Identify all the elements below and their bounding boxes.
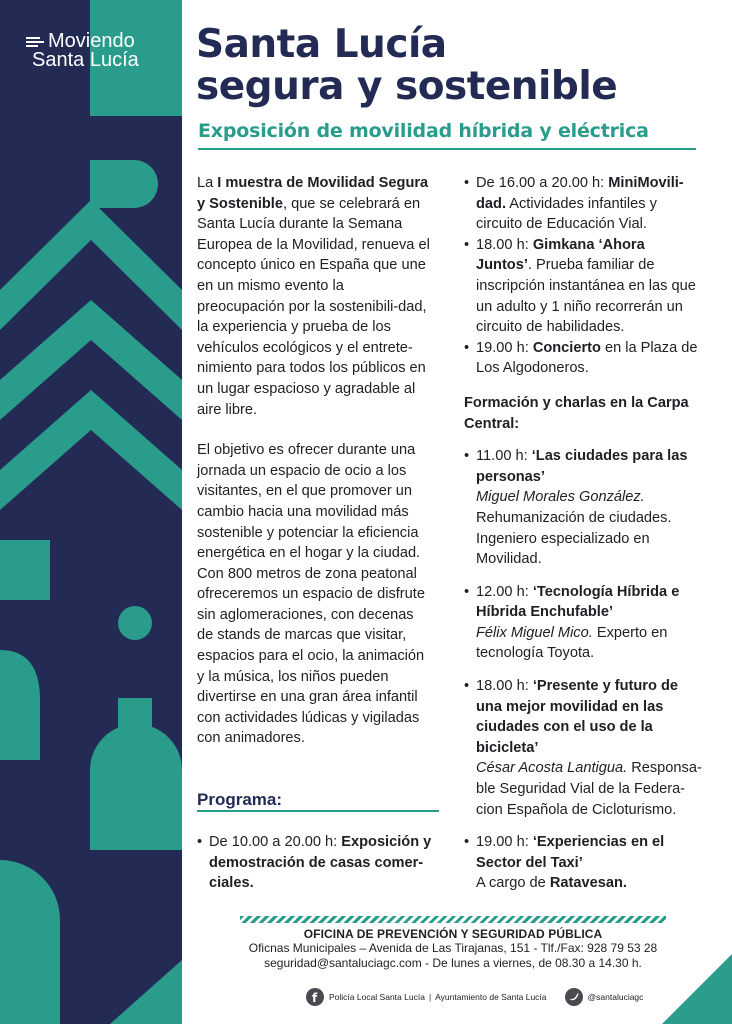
talk-time: 18.00 h: <box>476 678 533 695</box>
formacion-heading: Formación y charlas en la Carpa Central: <box>464 394 689 432</box>
programa-list-start <box>197 832 437 894</box>
brand-logo <box>26 32 139 70</box>
talks-list <box>464 446 704 894</box>
page-subtitle: Exposición de movilidad híbrida y eléctrica <box>198 120 649 142</box>
talk-title: ‘Experiencias en el Sector del Taxi’ <box>476 834 665 871</box>
office-email-hours: seguridad@santaluciagc.com - De lunes a viernes, de 08.30 a 14.30 h. <box>264 956 642 970</box>
talk-item <box>464 446 704 570</box>
intro-p1-bold: I muestra de Movilidad Segura y Sostenible <box>197 175 429 212</box>
talk-desc: Experto en tecnología Toyota. <box>476 624 668 662</box>
intro-p1-post: , que se celebrará en Santa Lucía durante la Semana Europea de la Movilidad, renueva el concepto único en España que une en un mismo evento la preocupación por la sostenibili-dad, la experiencia y prueba de los vehículos ecológicos y el entrete-nimiento para todos los públicos en un lugar espacioso y agradable al aire libre. <box>197 195 430 418</box>
bullet-icon: • <box>464 678 470 695</box>
intro-paragraph-1 <box>197 173 433 420</box>
item-bold: Gimkana ‘Ahora Juntos’ <box>476 236 645 274</box>
item-rest: en la Plaza de Los Algodoneros. <box>476 339 698 377</box>
programa-heading: Programa: <box>197 790 283 809</box>
svg-text:f: f <box>312 991 318 1005</box>
talk-time: 11.00 h: <box>476 448 532 465</box>
motion-lines-icon <box>26 35 44 49</box>
facebook-link-police[interactable]: Policía Local Santa Lucía <box>329 992 425 1002</box>
programa-list-continued <box>464 173 704 379</box>
talk-desc: Rehumanización de ciudades. Ingeniero especializado en Movilidad. <box>476 509 672 568</box>
talk-desc: Responsa-ble Seguridad Vial de la Federa-cion Española de Cicloturismo. <box>476 760 702 818</box>
bullet-icon: • <box>464 236 470 253</box>
item-bold: Concierto <box>532 339 601 356</box>
bullet-icon: • <box>464 175 470 191</box>
programa-divider <box>197 810 439 812</box>
page-title <box>196 24 617 108</box>
decorative-pattern-band <box>0 0 182 1024</box>
item-bold: MiniMovili-dad. <box>476 175 684 212</box>
bullet-icon: • <box>464 339 470 356</box>
talk-title: ‘Presente y futuro de una mejor movilidad en las ciudades con el uso de la bicicleta’ <box>476 678 678 756</box>
intro-column <box>197 173 433 769</box>
intro-paragraph-2: El objetivo es ofrecer durante una jornada un espacio de ocio a los visitantes, en el que promover un cambio hacia una movilidad más sostenible y potenciar la eficiencia energética en el hogar y la ciudad. Con 800 metros de zona peatonal ofreceremos un espacio de disfrute sin aglomeraciones, con decenas de stands de marcas que visitar, espacios para el ocio, la animación y la música, los niños pueden divertirse en una gran área infantil con actividades lúdicas y vigiladas con animadores. <box>197 442 425 747</box>
office-address: Oficnas Municipales – Avenida de Las Tirajanas, 151 - Tlf./Fax: 928 79 53 28 <box>248 941 658 955</box>
striped-divider <box>240 916 666 923</box>
subtitle-divider <box>198 148 696 150</box>
item-time: 18.00 h: <box>476 236 533 253</box>
bullet-icon: • <box>464 448 470 465</box>
talk-time: 19.00 h: <box>476 834 533 851</box>
talk-item <box>464 582 704 664</box>
item-time: De 10.00 a 20.00 h: <box>209 834 342 850</box>
twitter-handle[interactable]: @santaluciagc <box>587 992 644 1002</box>
social-links <box>306 988 643 1006</box>
item-time: De 16.00 a 20.00 h: <box>476 175 609 191</box>
bullet-icon: • <box>197 834 203 850</box>
talk-speaker: César Acosta Lantigua. <box>476 760 628 777</box>
facebook-icon[interactable] <box>306 988 324 1006</box>
talk-item <box>464 676 704 820</box>
item-bold: Exposición y demostración de casas comer-ciales. <box>209 834 432 892</box>
brand-line2: Santa Lucía <box>32 49 139 71</box>
talk-title: ‘Tecnología Híbrida e Híbrida Enchufable’ <box>476 583 680 621</box>
programa-item <box>464 338 704 379</box>
twitter-icon[interactable] <box>565 988 583 1006</box>
programa-item <box>464 173 704 235</box>
schedule-column <box>464 173 704 894</box>
programa-item <box>464 235 704 338</box>
brand-line1: Moviendo <box>48 30 135 52</box>
talk-title: ‘Las ciudades para las personas’ <box>476 448 688 485</box>
talk-desc: A cargo de <box>476 875 550 892</box>
item-rest: . Prueba familiar de inscripción instantánea en las que un adulto y 1 niño recorrerán un circuito de habilidades. <box>476 257 696 336</box>
item-rest: Actividades infantiles y circuito de Educación Vial. <box>476 195 657 233</box>
talk-speaker: Félix Miguel Mico. <box>476 624 593 641</box>
bullet-icon: • <box>464 583 470 600</box>
office-title: OFICINA DE PREVENCIÓN Y SEGURIDAD PÚBLICA <box>303 927 603 941</box>
separator: | <box>428 992 432 1002</box>
corner-triangle-decoration <box>662 954 732 1024</box>
talk-speaker: Miguel Morales González. <box>476 489 645 506</box>
talk-desc-bold: Ratavesan. <box>549 875 627 892</box>
intro-p1-pre: La <box>197 175 218 191</box>
talk-time: 12.00 h: <box>476 583 533 600</box>
title-line2: segura y sostenible <box>196 64 618 109</box>
bullet-icon: • <box>464 834 470 851</box>
item-time: 19.00 h: <box>476 339 533 356</box>
title-line1: Santa Lucía <box>196 22 447 67</box>
programa-item <box>197 832 437 894</box>
talk-item <box>464 832 704 894</box>
geometric-pattern-graphic <box>0 0 182 1024</box>
office-contact-block <box>240 916 666 971</box>
facebook-link-town-hall[interactable]: Ayuntamiento de Santa Lucía <box>435 992 547 1002</box>
